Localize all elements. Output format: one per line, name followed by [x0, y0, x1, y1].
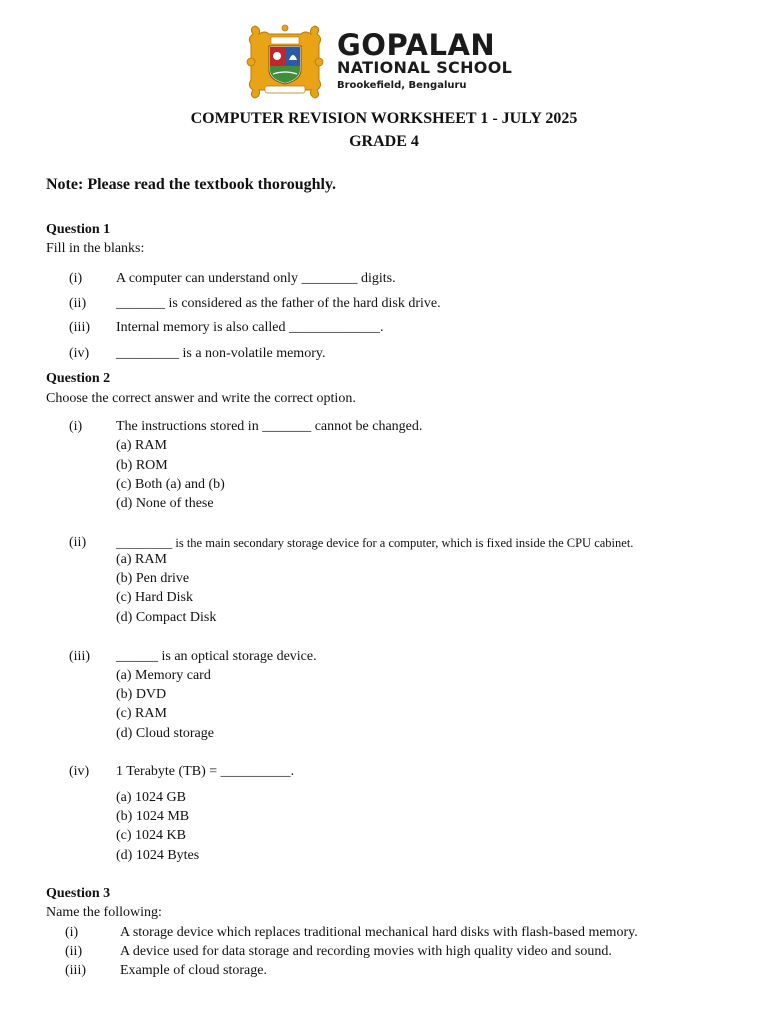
q1-item-text: _________ is a non-volatile memory. [116, 346, 326, 361]
q2-option: (c) 1024 KB [116, 828, 186, 843]
q2-option: (d) None of these [116, 496, 214, 511]
q1-item-number: (ii) [69, 296, 87, 311]
question-2-heading: Question 2 [46, 371, 111, 386]
q2-option: (a) 1024 GB [116, 790, 186, 805]
note-text: Note: Please read the textbook thoroughly. [46, 176, 337, 193]
brand-block [337, 30, 512, 93]
q2-option: (d) Cloud storage [116, 726, 214, 741]
q3-item-text: A device used for data storage and recording movies with high quality video and sound. [120, 944, 612, 959]
q2-item-number: (iii) [69, 649, 90, 664]
q2-option: (b) ROM [116, 458, 168, 473]
school-crest-logo [245, 24, 325, 100]
school-location: Brookefield, Bengaluru [337, 80, 467, 91]
q3-item-number: (iii) [65, 963, 86, 978]
q2-option: (b) Pen drive [116, 571, 190, 586]
q1-item-number: (iii) [69, 320, 90, 335]
question-3-heading: Question 3 [46, 886, 111, 901]
question-3-instruction: Name the following: [46, 905, 162, 920]
q1-item-number: (iv) [69, 346, 90, 361]
q2-item-number: (ii) [69, 535, 87, 550]
q2-option: (a) RAM [116, 552, 167, 567]
q2-option: (c) Hard Disk [116, 590, 193, 605]
q3-item-number: (ii) [65, 944, 83, 959]
q2-item-text: The instructions stored in _______ cannot be changed. [116, 419, 423, 434]
q2-item-text: 1 Terabyte (TB) = __________. [116, 764, 295, 779]
q2-option: (a) Memory card [116, 668, 211, 683]
q2-item-number: (iv) [69, 764, 90, 779]
q2-option: (c) RAM [116, 706, 167, 721]
school-header [245, 24, 535, 100]
worksheet-title: COMPUTER REVISION WORKSHEET 1 - JULY 2025 [190, 110, 578, 127]
q3-item-text: A storage device which replaces traditional mechanical hard disks with flash-based memory. [120, 925, 638, 940]
q2-option: (c) Both (a) and (b) [116, 477, 225, 492]
q2-item-number: (i) [69, 419, 83, 434]
q2-option: (d) 1024 Bytes [116, 848, 200, 863]
q2-option: (b) DVD [116, 687, 167, 702]
q2-option: (a) RAM [116, 438, 167, 453]
grade-title: GRADE 4 [349, 133, 419, 150]
school-name: GOPALAN [337, 28, 496, 62]
q1-item-number: (i) [69, 271, 83, 286]
q2-option: (b) 1024 MB [116, 809, 190, 824]
q2-item-text: ______ is an optical storage device. [116, 649, 317, 664]
question-1-heading: Question 1 [46, 222, 111, 237]
q3-item-text: Example of cloud storage. [120, 963, 267, 978]
q1-item-text: Internal memory is also called _____________. [116, 320, 384, 335]
q1-item-text: A computer can understand only ________ digits. [116, 271, 396, 286]
q1-item-text: _______ is considered as the father of the hard disk drive. [116, 296, 441, 311]
q3-item-number: (i) [65, 925, 79, 940]
school-subtitle: NATIONAL SCHOOL [337, 58, 513, 77]
question-2-instruction: Choose the correct answer and write the correct option. [46, 391, 356, 406]
question-1-instruction: Fill in the blanks: [46, 241, 145, 256]
q2-item-text: _________ is the main secondary storage device for a computer, which is fixed inside the CPU cabinet. [116, 536, 634, 550]
q2-option: (d) Compact Disk [116, 610, 217, 625]
